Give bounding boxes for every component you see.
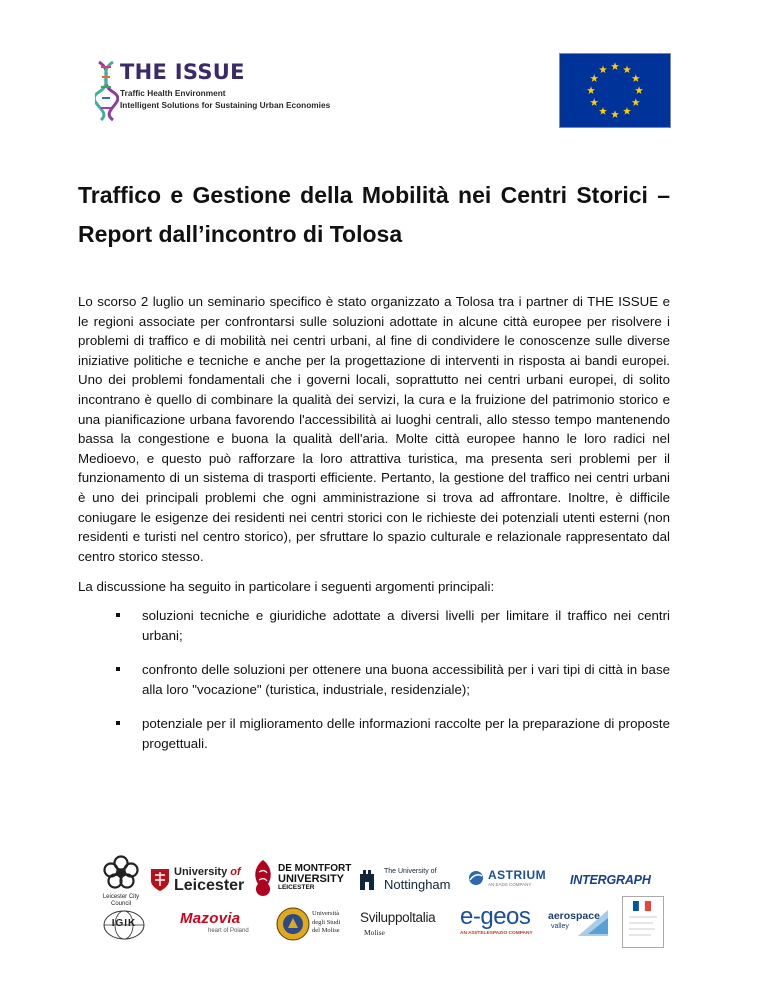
- list-item: soluzioni tecniche e giuridiche adottate a diversi livelli per limitare il traffico nei centri urbani;: [78, 606, 670, 645]
- university-seal-icon: [276, 906, 310, 942]
- topics-list: [78, 606, 670, 754]
- nott-line1: The University of: [384, 868, 437, 875]
- republique-francaise-logo: [622, 896, 664, 948]
- logo-tagline: Intelligent Solutions for Sustaining Urban Economies: [120, 100, 331, 110]
- astrium-logo: [468, 868, 554, 890]
- astrium-name: ASTRIUM: [488, 868, 547, 882]
- astrium-swoosh-icon: [468, 870, 484, 886]
- list-item: potenziale per il miglioramento delle informazioni raccolte per la preparazione di proposte progettuali.: [78, 714, 670, 753]
- mazovia-logo: Mazovia heart of Poland: [180, 910, 249, 934]
- logo-title: THE ISSUE: [120, 60, 245, 84]
- nott-line2: Nottingham: [384, 877, 451, 892]
- castle-icon: [358, 866, 376, 892]
- leicester-city-council-logo: Leicester City Council: [100, 855, 142, 903]
- griffin-icon: [250, 858, 276, 898]
- dna-helix-icon: [95, 60, 119, 122]
- e-geos-logo: e-geos AN ASI/TELESPAZIO COMPANY: [460, 903, 533, 936]
- de-montfort-university-logo: [250, 858, 350, 902]
- french-flag-icon: [623, 897, 663, 947]
- the-issue-logo: [95, 60, 331, 122]
- uol-line2: Leicester: [174, 877, 245, 894]
- shield-icon: [150, 868, 170, 892]
- university-of-leicester-logo: University of Leicester: [150, 866, 242, 896]
- bullet-icon: [116, 613, 120, 617]
- uol-line1: University: [174, 866, 228, 878]
- main-paragraph: Lo scorso 2 luglio un seminario specifico è stato organizzato a Tolosa tra i partner di THE ISSUE e le regioni associate per confrontarsi sulle soluzioni adottate in alcune città europee per risolvere i problemi di traffico e di mobilità nei centri urbani, al fine di condividere le conoscenze sulle diverse iniziative politiche e tecniche e anche per la progettazione di interventi in risposta ai bandi europei. Uno dei problemi fondamentali che i governi locali, soprattutto nei centri urbani europei, di solito incontrano è quello di combinare la qualità dei servizi, la cura e la fruizione del patrimonio storico e una pianificazione urbana favorendo l'accessibilità ai luoghi centrali, allo stesso tempo mantenendo bassa la congestione e buona la qualità dell'aria. Molte città europee hanno le loro radici nel Medioevo, e questo può rafforzare la loro attrattiva turistica, ma presenta seri problemi per il funzionamento di un sistema di trasporti efficiente. Pertanto, la gestione del traffico nei centri urbani è uno dei principali problemi che ogni amministrazione si trova ad affrontare. Inoltre, è difficile coniugare le esigenze dei residenti nei centri storici con le richieste dei potenziali utenti esterni (non residenti e turisti nel centro storico), per sfruttare lo spazio culturale e relazionale rappresentato dal centro storico stesso.: [78, 294, 670, 564]
- logo-subtitle: Traffic Health Environment: [120, 88, 226, 98]
- university-of-nottingham-logo: [358, 866, 458, 896]
- dmu-line2: UNIVERSITY: [278, 873, 345, 885]
- universita-del-molise-logo: Università degli Studi del Molise: [276, 906, 354, 946]
- document-body: [78, 292, 670, 768]
- bullet-icon: [116, 721, 120, 725]
- intergraph-logo: INTERGRAPH: [570, 873, 651, 887]
- astrium-sub: AN EADS COMPANY: [488, 882, 532, 887]
- list-intro: La discussione ha seguito in particolare i seguenti argomenti principali:: [78, 579, 495, 595]
- dmu-line3: LEICESTER: [278, 884, 315, 891]
- list-item: confronto delle soluzioni per ottenere una buona accessibilità per i vari tipi di città in base alla loro "vocazione" (turistica, industriale, residenziale);: [78, 660, 670, 699]
- eu-flag-icon: [559, 53, 671, 128]
- bullet-icon: [116, 667, 120, 671]
- dmu-line1: DE MONTFORT: [278, 863, 352, 874]
- cinquefoil-icon: [100, 855, 142, 889]
- sviluppo-italia-logo: Sviluppoltalia Molise: [360, 910, 436, 937]
- document-title: Traffico e Gestione della Mobilità nei Centri Storici – Report dall’incontro di Tolosa: [78, 182, 670, 247]
- igik-logo: IGIK: [103, 910, 145, 940]
- aerospace-valley-logo: aerospace valley: [548, 906, 610, 940]
